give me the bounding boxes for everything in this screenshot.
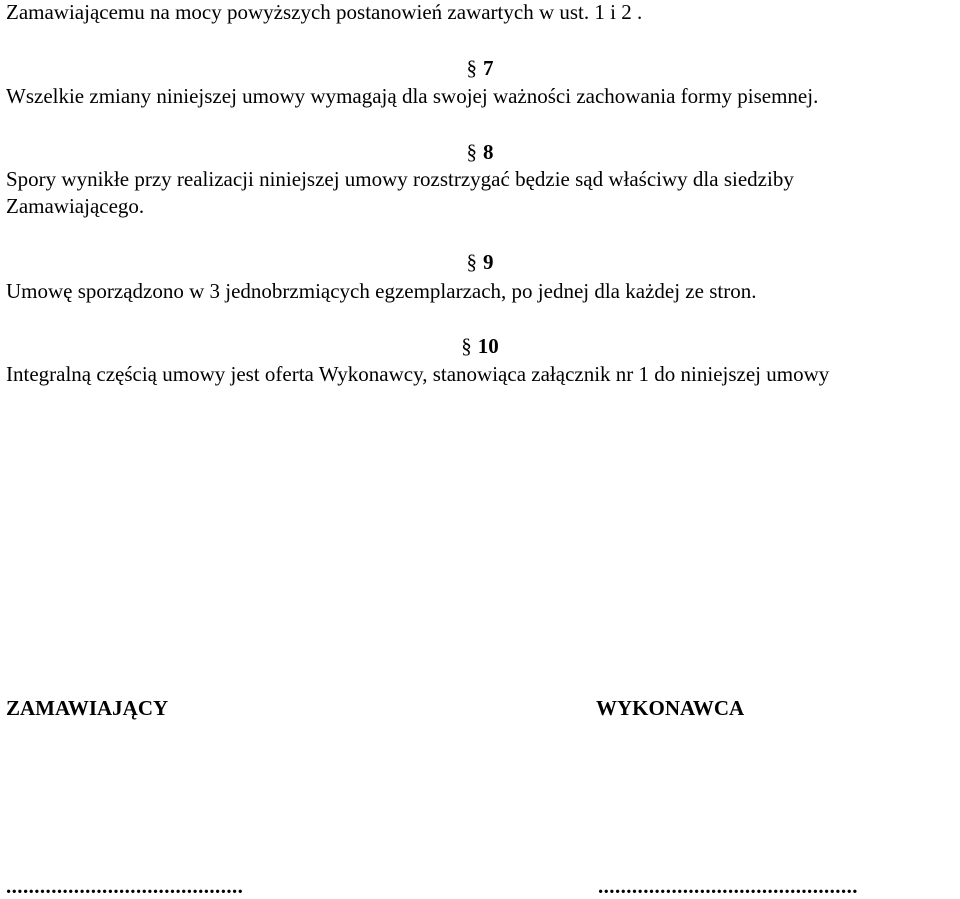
- signature-line-right: ..............................................: [598, 874, 858, 898]
- section-10-heading: [0, 334, 960, 358]
- section-symbol: §: [461, 334, 472, 358]
- section-9-heading: [0, 250, 960, 274]
- section-9-text: Umowę sporządzono w 3 jednobrzmiących egzemplarzach, po jednej dla każdej ze stron.: [6, 279, 757, 303]
- section-number: 7: [483, 56, 494, 80]
- section-8-heading: [0, 140, 960, 164]
- section-10-text: Integralną częścią umowy jest oferta Wykonawcy, stanowiąca załącznik nr 1 do niniejszej umowy: [6, 362, 830, 386]
- section-number: 9: [483, 250, 494, 274]
- section-number: 10: [477, 334, 499, 358]
- section-7-text: Wszelkie zmiany niniejszej umowy wymagają dla swojej ważności zachowania formy pisemnej.: [6, 84, 819, 108]
- section-7-heading: [0, 56, 960, 80]
- section-8-text-line-2: Zamawiającego.: [6, 194, 145, 218]
- intro-paragraph: Zamawiającemu na mocy powyższych postanowień zawartych w ust. 1 i 2 .: [6, 0, 643, 24]
- section-symbol: §: [466, 140, 477, 164]
- signature-line-left: ..........................................: [6, 874, 244, 898]
- section-8-text-line-1: Spory wynikłe przy realizacji niniejszej umowy rozstrzygać będzie sąd właściwy dla siedziby: [6, 167, 794, 191]
- section-symbol: §: [466, 250, 477, 274]
- signature-label-zamawiajacy: ZAMAWIAJĄCY: [6, 696, 169, 720]
- section-symbol: §: [466, 56, 477, 80]
- signature-label-wykonawca: WYKONAWCA: [596, 696, 745, 720]
- section-number: 8: [483, 140, 494, 164]
